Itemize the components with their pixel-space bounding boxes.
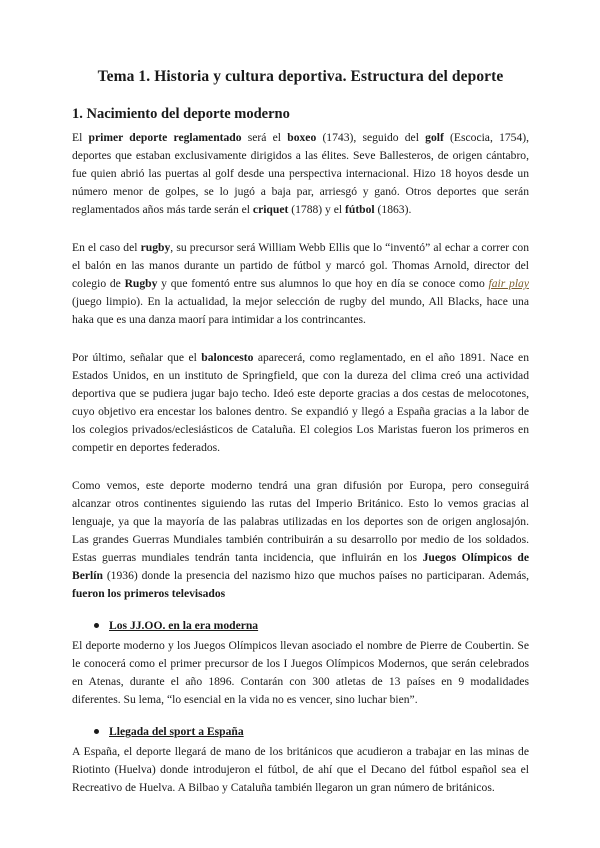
- text: (1936) donde la presencia del nazismo hizo que muchos países no participaran. Además,: [102, 569, 529, 582]
- text: (1863).: [374, 203, 412, 216]
- bold-juegos-berlin: Juegos Olímpicos de Berlín: [72, 551, 529, 582]
- bullet-label: Los JJ.OO. en la era moderna: [109, 619, 259, 632]
- text: En el caso del: [72, 241, 141, 254]
- bold-baloncesto: baloncesto: [201, 351, 254, 364]
- text: Como vemos, este deporte moderno tendrá una gran difusión por Europa, pero conseguirá alcanzar otros continentes siguiendo las rutas del Imperio Británico. Esto lo vemos gracias al lenguaje, ya que la mayoría de las palabras utilizadas en los deportes son de origen anglosajón. Las grandes Guerras Mundiales también contribuirán a su desarrollo por medio de los soldados. Estas guerras mundiales tendrán tanta incidencia, que influirán en los: [72, 479, 529, 564]
- text: (1743), seguido del: [316, 131, 426, 144]
- section-heading-nacimiento: 1. Nacimiento del deporte moderno: [72, 106, 290, 122]
- bullet-dot-icon: [94, 623, 99, 628]
- bold-criquet: criquet: [252, 203, 289, 216]
- bold-primer-deporte: primer deporte reglamentado: [88, 131, 242, 144]
- paragraph-rugby: [72, 239, 529, 329]
- paragraph-primer-deporte: [72, 129, 529, 219]
- document-title: Tema 1. Historia y cultura deportiva. Estructura del deporte: [97, 68, 504, 85]
- text: El: [72, 131, 89, 144]
- bullet-dot-icon: [94, 729, 99, 734]
- text: será el: [241, 131, 288, 144]
- document-page: [72, 68, 529, 811]
- bold-boxeo: boxeo: [287, 131, 317, 144]
- bold-futbol: fútbol: [345, 203, 375, 216]
- paragraph-espana: A España, el deporte llegará de mano de los británicos que acudieron a trabajar en las minas de Riotinto (Huelva) donde introdujeron el fútbol, de ahí que el Decano del fútbol español sea el Recreativo de Huelva. A Bilbao y Cataluña también llegaron un gran número de británicos.: [72, 745, 529, 794]
- text: Por último, señalar que el: [72, 351, 202, 364]
- bullet-espana: [72, 723, 529, 741]
- bullet-label: Llegada del sport a España: [109, 725, 244, 738]
- text: aparecerá, como reglamentado, en el año 1891. Nace en Estados Unidos, en un instituto de Springfield, que con la dureza del clima creó una actividad deportiva que se pudiera jugar bajo techo. Ideó este deporte gracias a dos cestas de melocotones, cuyo objetivo era encestar los balones dentro. Se expandió y llegó a España gracias a la labor de los colegios privados/eclesiásticos de Cataluña. El colegios Los Maristas fueron los primeros en competir en deportes federados.: [72, 351, 529, 454]
- bold-televisados: fueron los primeros televisados: [72, 587, 226, 600]
- fair-play-link[interactable]: fair play: [488, 277, 529, 290]
- bullet-jjoo: [72, 617, 529, 635]
- bold-rugby-school: Rugby: [124, 277, 158, 290]
- text: , su precursor será William Webb Ellis que lo “inventó” al echar a correr con el balón en las manos durante un partido de fútbol y marcó gol. Thomas Arnold, director del colegio de: [72, 241, 529, 290]
- paragraph-difusion: [72, 477, 529, 603]
- text: (1788) y el: [288, 203, 346, 216]
- bold-rugby: rugby: [140, 241, 171, 254]
- bold-golf: golf: [425, 131, 444, 144]
- text: (Escocia, 1754), deportes que estaban exclusivamente dirigidos a las élites. Seve Ballesteros, de origen cántabro, fue quien abrió las puertas al golf desde una perspectiva internacional. Hizo 18 hoyos desde un número menor de golpes, se lo jugó a baja par, arriesgó y ganó. Otros deportes que serán reglamentados años más tarde serán el: [72, 131, 530, 216]
- paragraph-jjoo: El deporte moderno y los Juegos Olímpicos llevan asociado el nombre de Pierre de Coubertin. Se le conocerá como el primer precursor de los I Juegos Olímpicos Modernos, que serán celebrados en Atenas, durante el año 1896. Contarán con 300 atletas de 13 países en 9 modalidades diferentes. Su lema, “lo esencial en la vida no es vencer, sino luchar bien”.: [72, 639, 529, 706]
- paragraph-baloncesto: [72, 349, 529, 457]
- text: (juego limpio). En la actualidad, la mejor selección de rugby del mundo, All Blacks, hace una haka que es una danza maorí para intimidar a los contrincantes.: [72, 295, 529, 326]
- text: y que fomentó entre sus alumnos lo que hoy en día se conoce como: [157, 277, 489, 290]
